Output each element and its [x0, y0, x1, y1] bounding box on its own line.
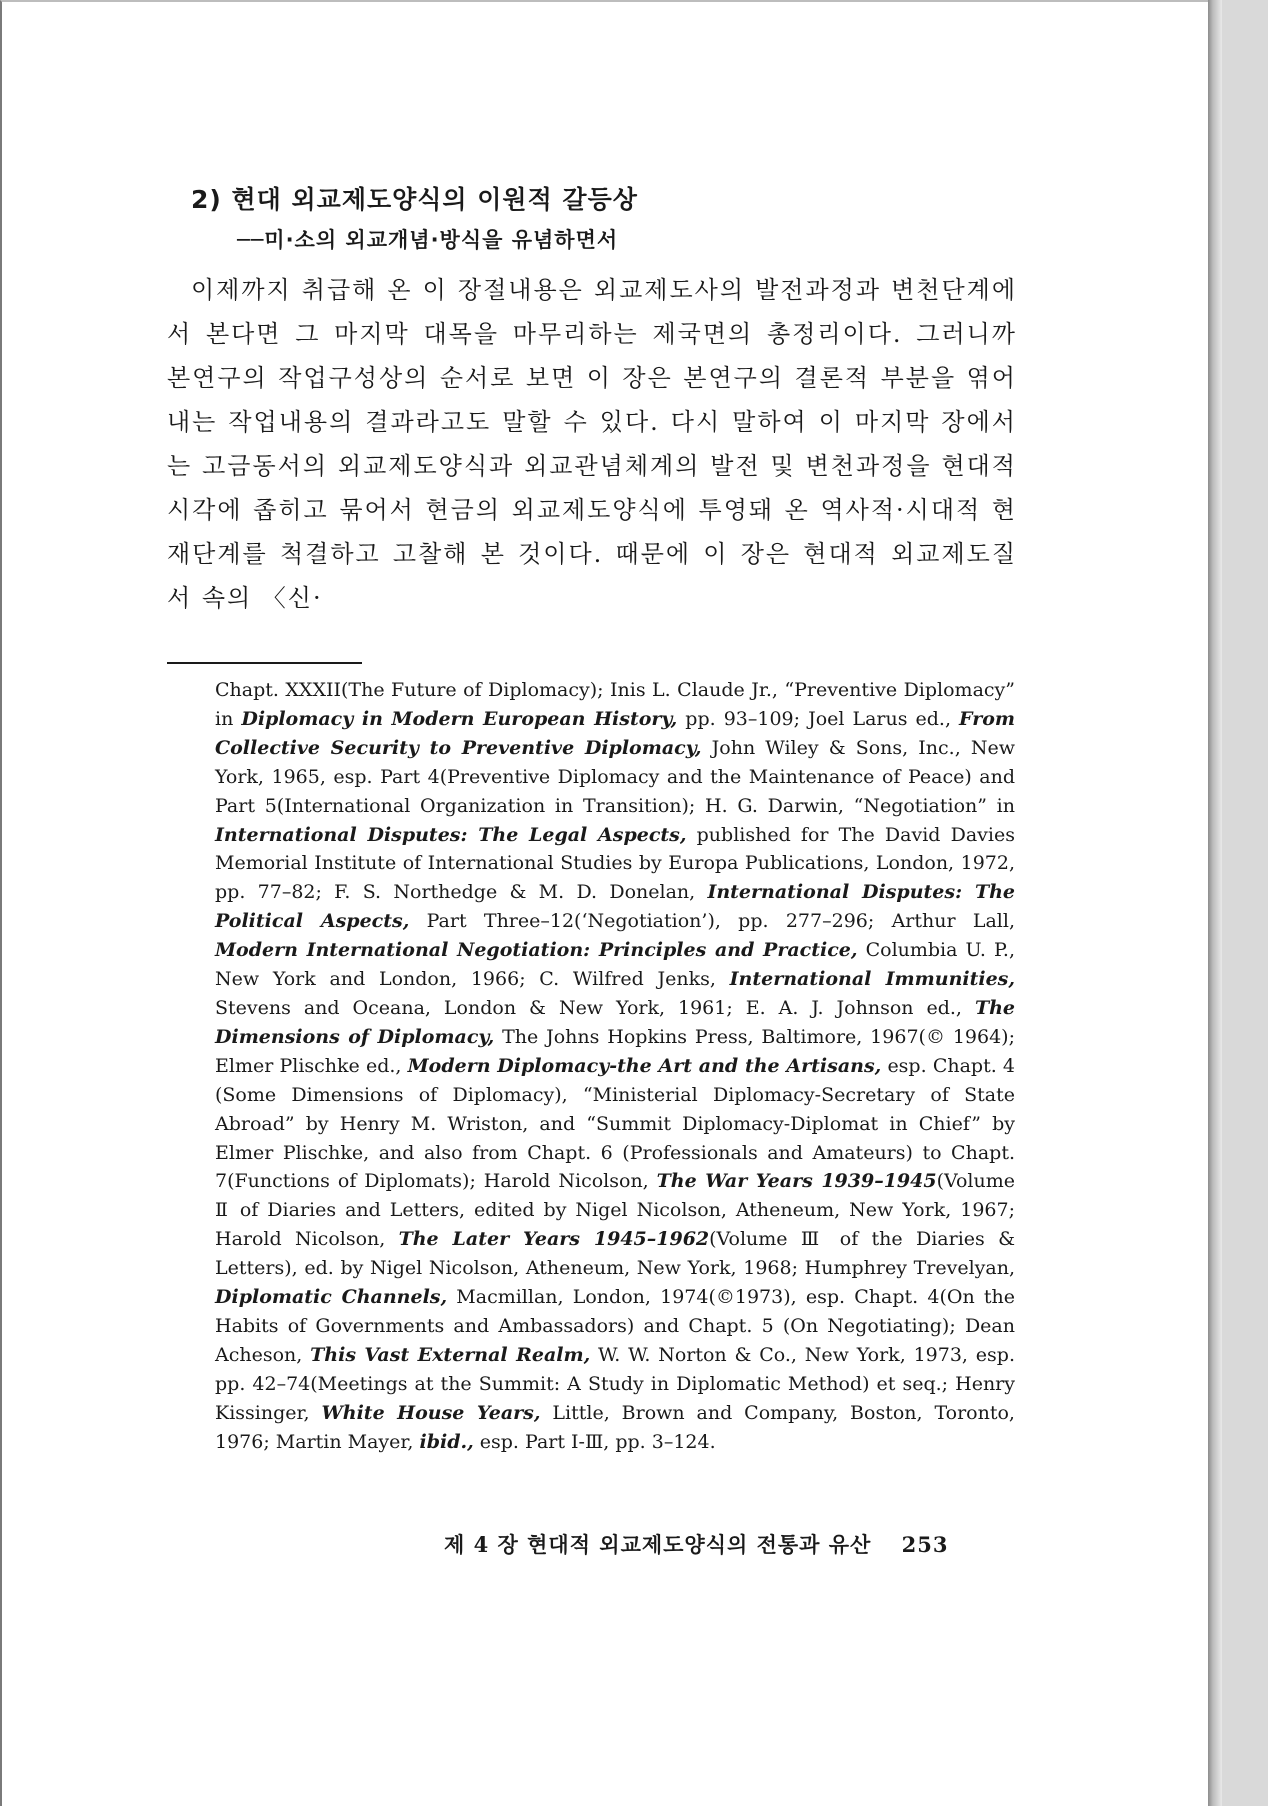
section-title: 2) 현대 외교제도양식의 이원적 갈등상: [191, 185, 638, 214]
page-content: [167, 180, 1017, 1456]
citation-text: (Volume Ⅲ of the Diaries & Letters), ed. by Nigel Nicolson, Atheneum, New York, 1968; Humphrey Trevelyan,: [215, 1228, 1015, 1280]
citation-text: Macmillan, London, 1974(©1973), esp. Chapt. 4(On the Habits of Governments and Ambassadors) and Chapt. 5 (On Negotiating); Dean Acheson,: [215, 1286, 1015, 1366]
citation-text: Little, Brown and Company, Boston, Toronto, 1976; Martin Mayer,: [215, 1401, 1015, 1453]
citation-text: published for The David Davies Memorial Institute of International Studies by Europa Publications, London, 1972, pp. 77–82; F. S. Northedge & M. D. Donelan,: [215, 823, 1015, 904]
citation-text: The Johns Hopkins Press, Baltimore, 1967(© 1964); Elmer Plischke ed.,: [215, 1025, 1015, 1077]
footnote-divider: [167, 662, 362, 664]
citation-text: Columbia U. P., New York and London, 1966; C. Wilfred Jenks,: [215, 939, 1015, 991]
citation-title: Diplomatic Channels,: [215, 1286, 448, 1309]
page-footer: [444, 1529, 949, 1559]
section-subtitle: ──미·소의 외교개념·방식을 유념하면서: [237, 228, 619, 252]
citation-title: Diplomacy in Modern European History,: [241, 707, 678, 730]
citation-text: W. W. Norton & Co., New York, 1973, esp. pp. 42–74(Meetings at the Summit: A Study in Diplomatic Method) et seq.; Henry Kissinger,: [215, 1343, 1015, 1424]
page-number: 253: [901, 1532, 949, 1557]
citation-text: pp. 93–109; Joel Larus ed.,: [677, 707, 960, 730]
footnote-text: [215, 676, 1015, 1456]
citation-title: White House Years,: [321, 1401, 541, 1424]
citation-text: Stevens and Oceana, London & New York, 1961; E. A. J. Johnson ed.,: [215, 996, 975, 1019]
citation-title: From Collective Security to Preventive Diplomacy,: [215, 707, 1015, 759]
citation-title: This Vast External Realm,: [310, 1343, 591, 1366]
citation-title: ibid.,: [419, 1430, 474, 1453]
citation-text: (Volume Ⅱ of Diaries and Letters, edited by Nigel Nicolson, Atheneum, New York, 1967; Harold Nicolson,: [215, 1170, 1015, 1251]
citation-title: The Later Years 1945–1962: [398, 1228, 710, 1251]
citation-text: Part Three–12(‘Negotiation’), pp. 277–296; Arthur Lall,: [409, 910, 1015, 933]
citation-text: esp. Part Ⅰ-Ⅲ, pp. 3–124.: [473, 1430, 716, 1453]
body-paragraph: 이제까지 취급해 온 이 장절내용은 외교제도사의 발전과정과 변천단계에서 본다면 그 마지막 대목을 마무리하는 제국면의 총정리이다. 그러니까 본연구의 작업구성상의 순서로 보면 이 장은 본연구의 결론적 부분을 엮어내는 작업내용의 결과라고도 말할 수 있다. 다시 말하여 이 마지막 장에서는 고금동서의 외교제도양식과 외교관념체계의 발전 및 변천과정을 현대적 시각에 좁히고 묶어서 현금의 외교제도양식에 투영돼 온 역사적·시대적 현재단계를 척결하고 고찰해 본 것이다. 때문에 이 장은 현대적 외교제도질서 속의 〈신·: [167, 276, 1017, 612]
running-head: 제 4 장 현대적 외교제도양식의 전통과 유산: [444, 1532, 872, 1557]
citation-text: esp. Chapt. 4 (Some Dimensions of Diplomacy), “Ministerial Diplomacy-Secretary of State Abroad” by Henry M. Wriston, and “Summit Diplomacy-Diplomat in Chief” by Elmer Plischke, and also from Chapt. 6 (Professionals and Amateurs) to Chapt. 7(Functions of Diplomats); Harold Nicolson,: [215, 1054, 1016, 1193]
citation-title: Modern International Negotiation: Principles and Practice,: [215, 939, 858, 962]
citation-title: The War Years 1939–1945: [656, 1170, 937, 1193]
page-edge-shadow: [1208, 0, 1222, 1806]
citation-text: Chapt. XXXII(The Future of Diplomacy); Inis L. Claude Jr., “Preventive Diplomacy” in: [215, 679, 1015, 730]
citation-title: Modern Diplomacy-the Art and the Artisans,: [407, 1054, 882, 1077]
citation-title: International Disputes: The Legal Aspects,: [215, 823, 687, 846]
citation-text: John Wiley & Sons, Inc., New York, 1965, esp. Part 4(Preventive Diplomacy and the Maintenance of Peace) and Part 5(International Organization in Transition); H. G. Darwin, “Negotiation” in: [215, 736, 1015, 817]
citation-title: International Immunities,: [729, 968, 1015, 991]
citation-title: The Dimensions of Diplomacy,: [215, 996, 1015, 1048]
citation-title: International Disputes: The Political Aspects,: [215, 881, 1015, 933]
